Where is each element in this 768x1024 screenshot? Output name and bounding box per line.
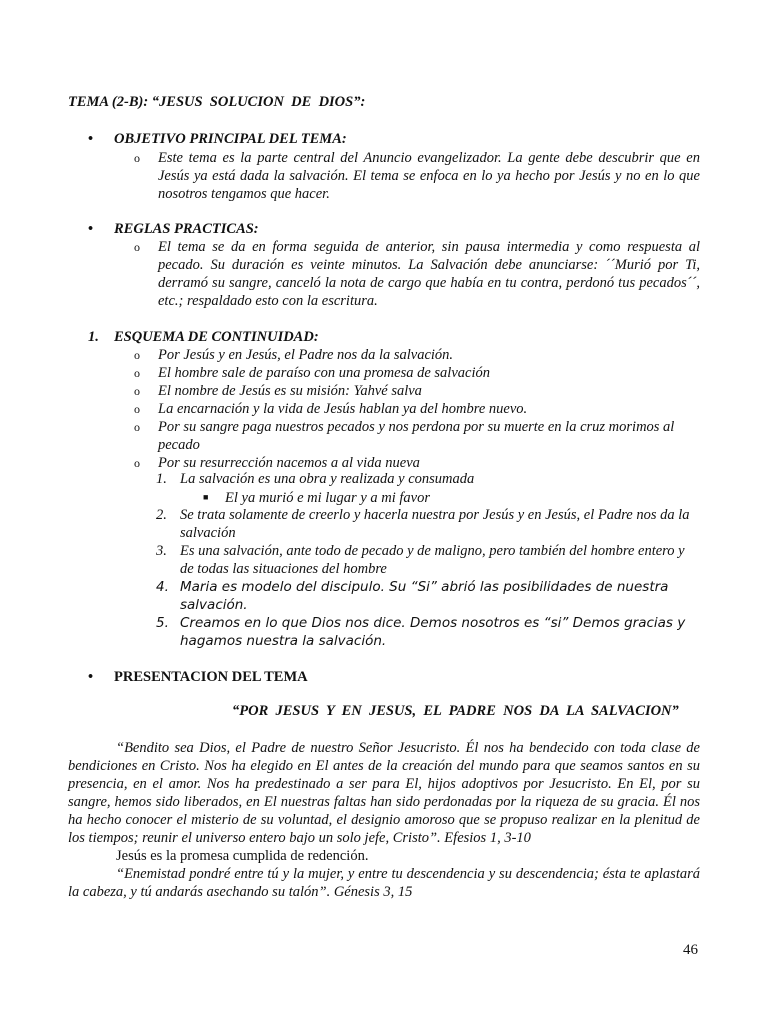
list-item	[134, 382, 700, 400]
list-item-text: La encarnación y la vida de Jesús hablan ya del hombre nuevo.	[158, 401, 528, 417]
redencion-line: Jesús es la promesa cumplida de redención.	[116, 848, 369, 864]
list-item-text: Por su resurrección nacemos a al vida nueva	[158, 455, 420, 471]
list-item-text: Por Jesús y en Jesús, el Padre nos da la salvación.	[158, 347, 454, 363]
presentacion-subtitle: “POR JESUS Y EN JESUS, EL PADRE NOS DA LA SALVACION”	[232, 703, 679, 719]
list-item	[134, 346, 700, 364]
numbered-item	[156, 542, 700, 578]
esquema-sublist-a	[156, 470, 700, 488]
numbered-item	[156, 470, 700, 488]
reglas-heading-text: REGLAS PRACTICAS:	[114, 221, 259, 237]
circle-bullet-icon: o	[134, 348, 140, 362]
objetivo-text: Este tema es la parte central del Anuncio evangelizador. La gente debe descubrir que en Jesús ya está dada la salvación. El tema se enfoca en lo ya hecho por Jesús y no en lo que nosotros tengamos que hacer.	[158, 150, 700, 202]
reglas-text: El tema se da en forma seguida de anterior, sin pausa intermedia y como respuesta al pecado. Su duración es veinte minutos. La Salvación debe anunciarse: ´´Murió por Ti, derramó su sangre, canceló la nota de cargo que había en tu contra, perdonó tus pecados´´, etc.; respaldado esto con la escritura.	[158, 239, 700, 309]
square-bullet-item	[203, 488, 430, 507]
reglas-list	[134, 238, 700, 310]
section-presentacion-heading	[88, 669, 308, 686]
section-number: 1.	[88, 329, 99, 345]
circle-bullet-icon: o	[134, 151, 140, 165]
numbered-item-text: La salvación es una obra y realizada y consumada	[180, 471, 475, 487]
list-item	[134, 418, 700, 454]
numbered-item-text: Creamos en lo que Dios nos dice. Demos nosotros es “si” Demos gracias y hagamos nuestra la salvación.	[180, 615, 686, 649]
circle-bullet-icon: o	[134, 456, 140, 470]
numbered-item-text: Maria es modelo del discipulo. Su “Si” abrió las posibilidades de nuestra salvación.	[180, 579, 669, 613]
circle-bullet-icon: o	[134, 402, 140, 416]
circle-bullet-icon: o	[134, 240, 140, 254]
numbered-item-text: Es una salvación, ante todo de pecado y de maligno, pero también del hombre entero y de todas las situaciones del hombre	[180, 543, 685, 577]
bullet-icon: •	[88, 669, 94, 685]
list-item-text: Por su sangre paga nuestros pecados y nos perdona por su muerte en la cruz morimos al pecado	[158, 419, 675, 453]
bullet-icon: •	[88, 221, 94, 237]
list-item	[134, 364, 700, 382]
item-number: 5.	[156, 615, 169, 631]
list-item-text: El hombre sale de paraíso con una promesa de salvación	[158, 365, 490, 381]
section-reglas-heading	[88, 221, 259, 238]
esquema-sublist-b	[156, 506, 700, 650]
list-item	[134, 400, 700, 418]
genesis-paragraph: “Enemistad pondré entre tú y la mujer, y entre tu descendencia y su descendencia; ésta te aplastará la cabeza, y tú andarás asechando su talón”. Génesis 3, 15	[68, 866, 700, 900]
bullet-icon: •	[88, 131, 94, 147]
page-title: TEMA (2-B): “JESUS SOLUCION DE DIOS”:	[68, 94, 366, 110]
objetivo-list	[134, 149, 700, 203]
square-bullet-icon: ■	[203, 492, 209, 502]
presentacion-heading-text: PRESENTACION DEL TEMA	[114, 669, 308, 685]
item-number: 2.	[156, 507, 167, 523]
esquema-list	[134, 346, 700, 472]
efesios-paragraph: “Bendito sea Dios, el Padre de nuestro Señor Jesucristo. Él nos ha bendecido con toda clase de bendiciones en Cristo. Nos ha elegido en El antes de la creación del mundo para que seamos santos en su presencia, en el amor. Nos ha predestinado a ser para El, hijos adoptivos por Jesucristo. En El, por su sangre, hemos sido liberados, en El nuestras faltas han sido perdonadas por la riqueza de su gracia. Él nos ha hecho conocer el misterio de su voluntad, el designio amoroso que se propuso realizar en la plenitud de los tiempos; reunir el universo entero bajo un solo jefe, Cristo”. Efesios 1, 3-10	[68, 740, 700, 846]
list-item	[134, 149, 700, 203]
numbered-item	[156, 506, 700, 542]
numbered-item	[156, 578, 700, 614]
list-item	[134, 238, 700, 310]
objetivo-heading-text: OBJETIVO PRINCIPAL DEL TEMA:	[114, 131, 347, 147]
item-number: 1.	[156, 471, 167, 487]
item-number: 3.	[156, 543, 167, 559]
item-number: 4.	[156, 579, 169, 595]
esquema-heading-text: ESQUEMA DE CONTINUIDAD:	[114, 329, 319, 345]
circle-bullet-icon: o	[134, 366, 140, 380]
circle-bullet-icon: o	[134, 384, 140, 398]
section-objetivo-heading	[88, 131, 347, 148]
square-item-text: El ya murió e mi lugar y a mi favor	[225, 490, 430, 506]
section-esquema-heading	[88, 329, 319, 346]
page-number: 46	[683, 942, 698, 958]
numbered-item-text: Se trata solamente de creerlo y hacerla nuestra por Jesús y en Jesús, el Padre nos da la salvación	[180, 507, 690, 541]
numbered-item	[156, 614, 700, 650]
circle-bullet-icon: o	[134, 420, 140, 434]
list-item-text: El nombre de Jesús es su misión: Yahvé salva	[158, 383, 422, 399]
